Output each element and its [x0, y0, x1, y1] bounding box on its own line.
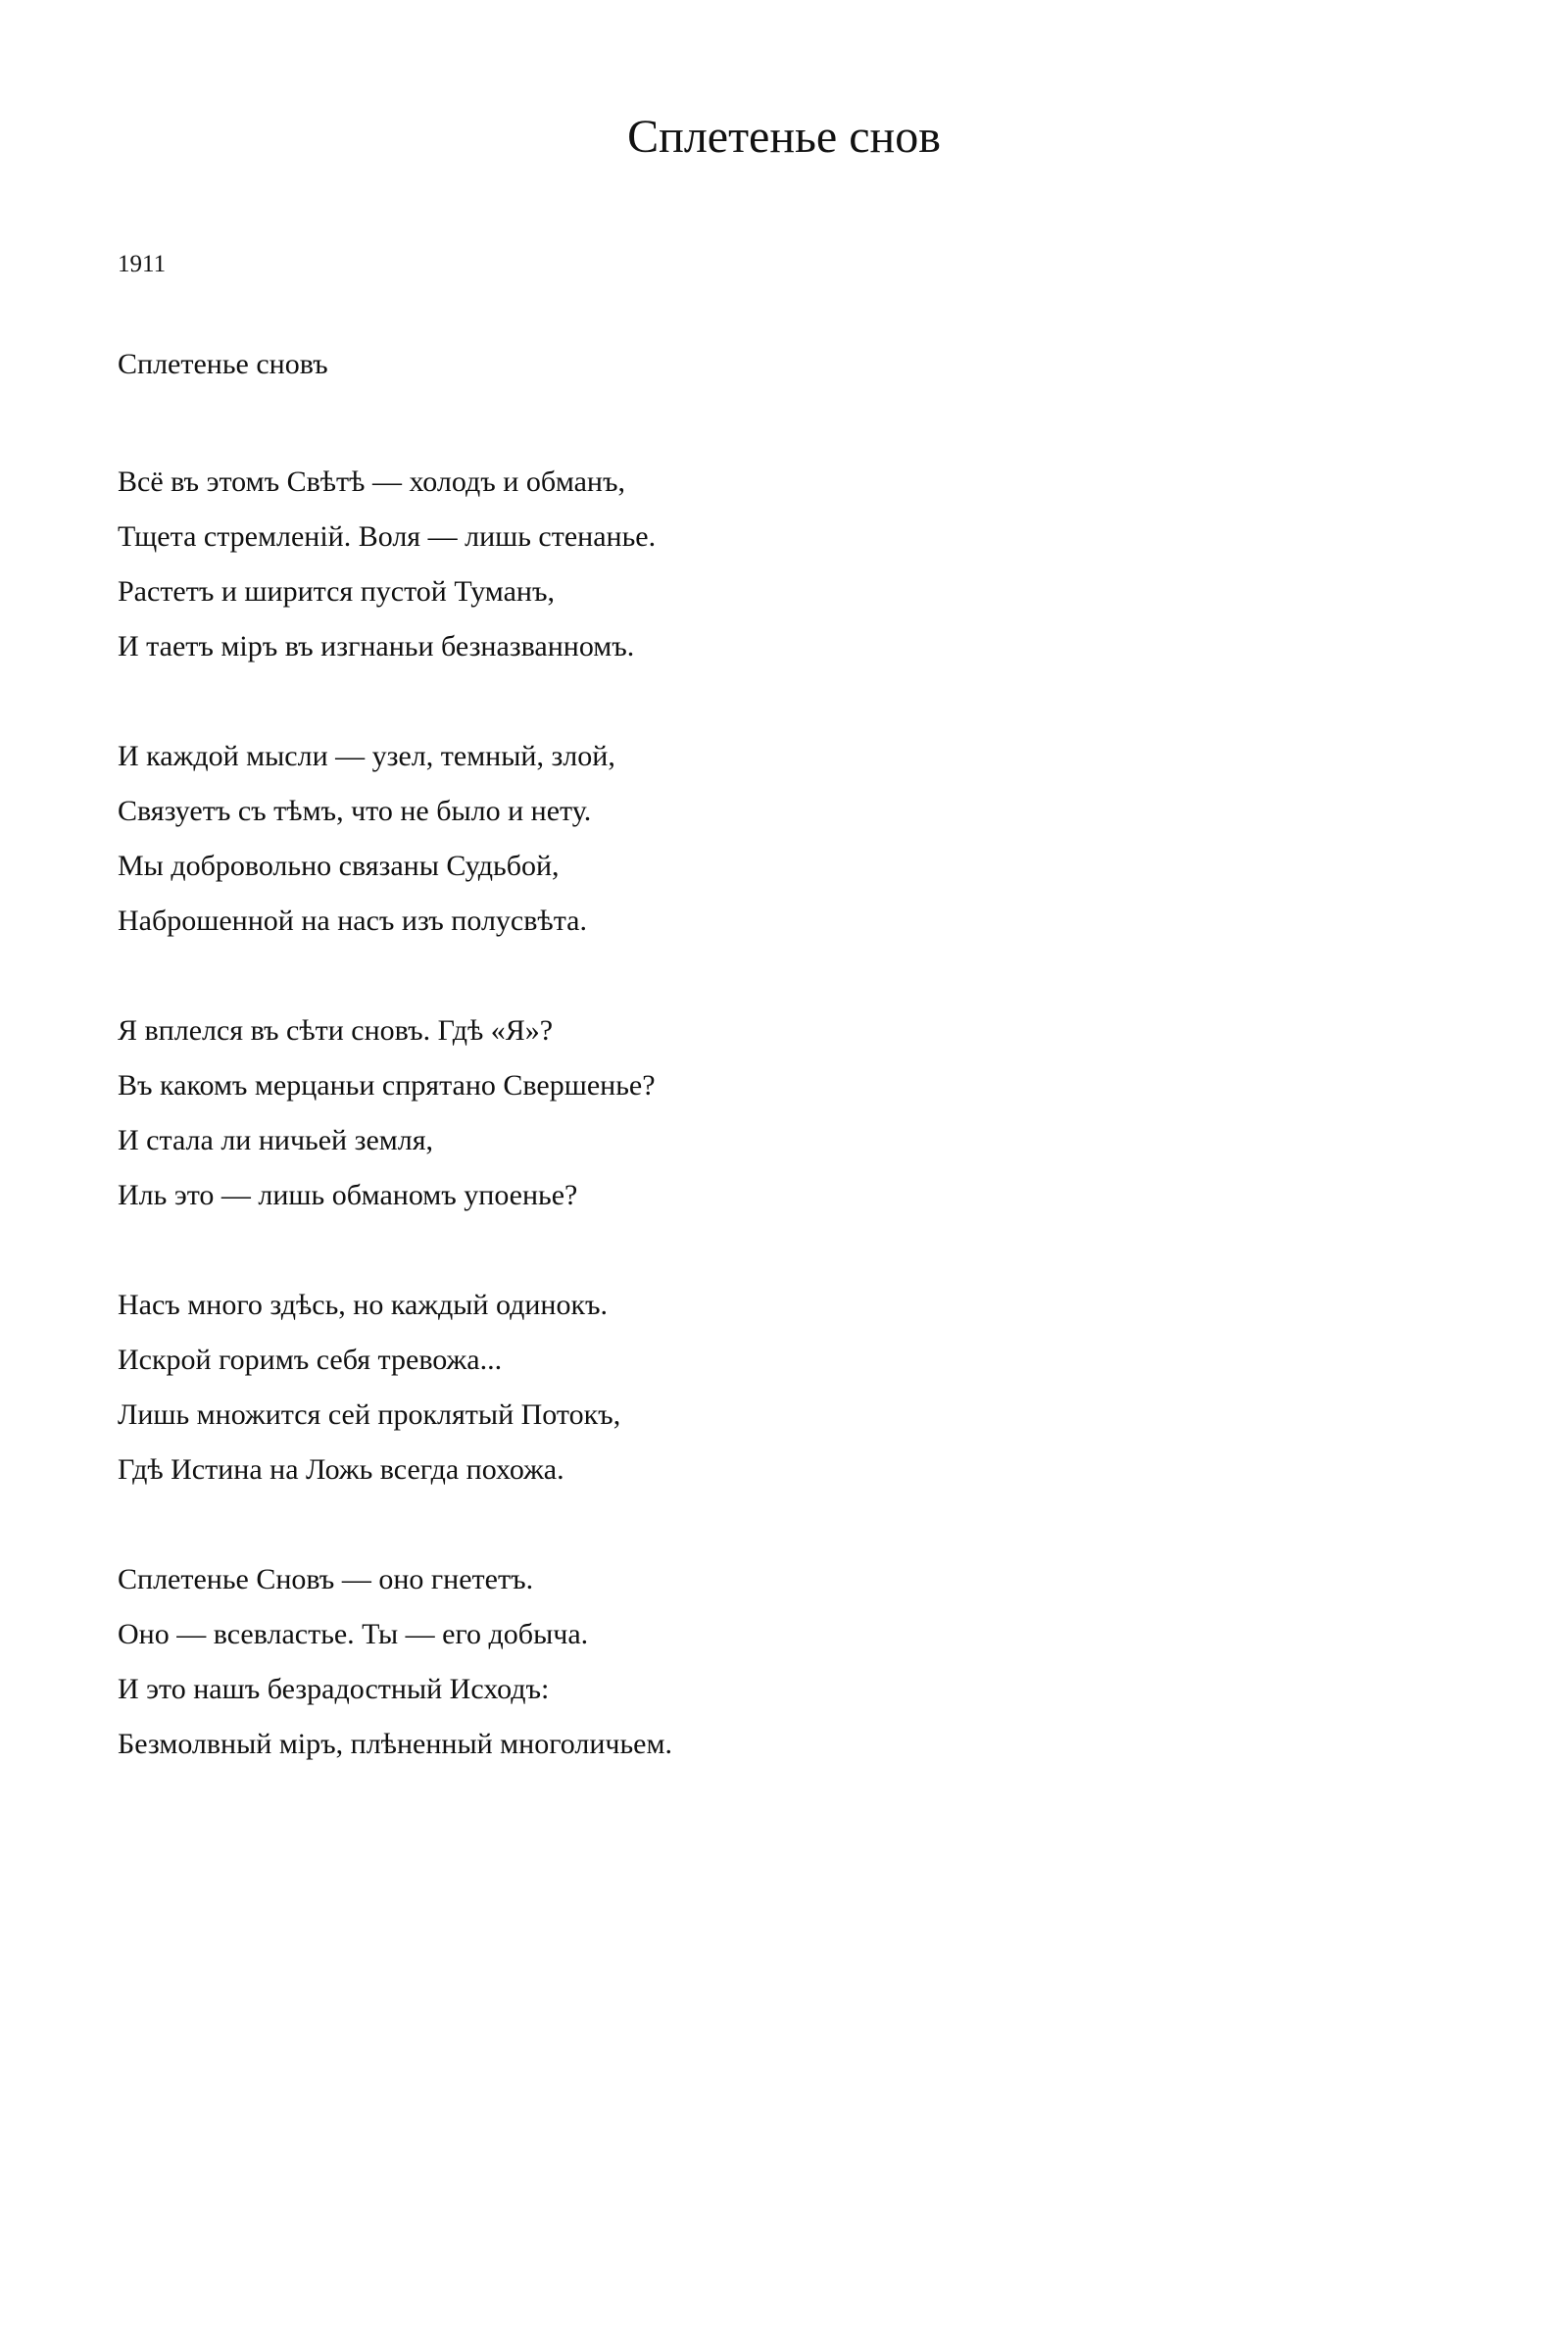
poem-line: Гдѣ Истина на Ложь всегда похожа. [118, 1453, 564, 1486]
poem-year: 1911 [118, 251, 167, 277]
poem-line: И это нашъ безрадостный Исходъ: [118, 1673, 550, 1705]
poem-line: Искрой горимъ себя тревожа... [118, 1344, 503, 1376]
stanza-2 [118, 729, 672, 949]
poem-line: Лишь множится сей проклятый Потокъ, [118, 1398, 621, 1431]
poem-line: Наброшенной на насъ изъ полусвѣта. [118, 905, 587, 937]
poem-line: Иль это — лишь обманомъ упоенье? [118, 1179, 578, 1211]
poem-line: Въ какомъ мерцаньи спрятано Свершенье? [118, 1069, 656, 1102]
poem-line: Безмолвный міръ, плѣненный многоличьем. [118, 1728, 672, 1760]
poem-line: Всё въ этомъ Свѣтѣ — холодъ и обманъ, [118, 466, 625, 498]
poem-line: Я вплелся въ сѣти сновъ. Гдѣ «Я»? [118, 1014, 554, 1047]
stanza-5 [118, 1552, 672, 1772]
poem-line: Тщета стремленій. Воля — лишь стенанье. [118, 520, 657, 553]
poem-line: Оно — всевластье. Ты — его добыча. [118, 1618, 589, 1650]
poem-stanzas [118, 455, 672, 1827]
poem-line: Связуетъ съ тѣмъ, что не было и нету. [118, 795, 592, 827]
poem-line: Насъ много здѣсь, но каждый одинокъ. [118, 1289, 609, 1321]
poem-line: И стала ли ничьей земля, [118, 1124, 434, 1156]
poem-line: Растетъ и ширится пустой Туманъ, [118, 575, 555, 608]
stanza-3 [118, 1004, 672, 1223]
poem-line: Сплетенье Сновъ — оно гнететъ. [118, 1563, 534, 1595]
stanza-4 [118, 1278, 672, 1497]
poem-line: И каждой мысли — узел, темный, злой, [118, 740, 615, 772]
stanza-1 [118, 455, 672, 674]
poem-line: И таетъ міръ въ изгнаньи безназванномъ. [118, 630, 635, 662]
poem-heading: Сплетенье сновъ [118, 348, 328, 380]
page-title: Сплетенье снов [627, 111, 941, 163]
poem-line: Мы добровольно связаны Судьбой, [118, 850, 560, 882]
